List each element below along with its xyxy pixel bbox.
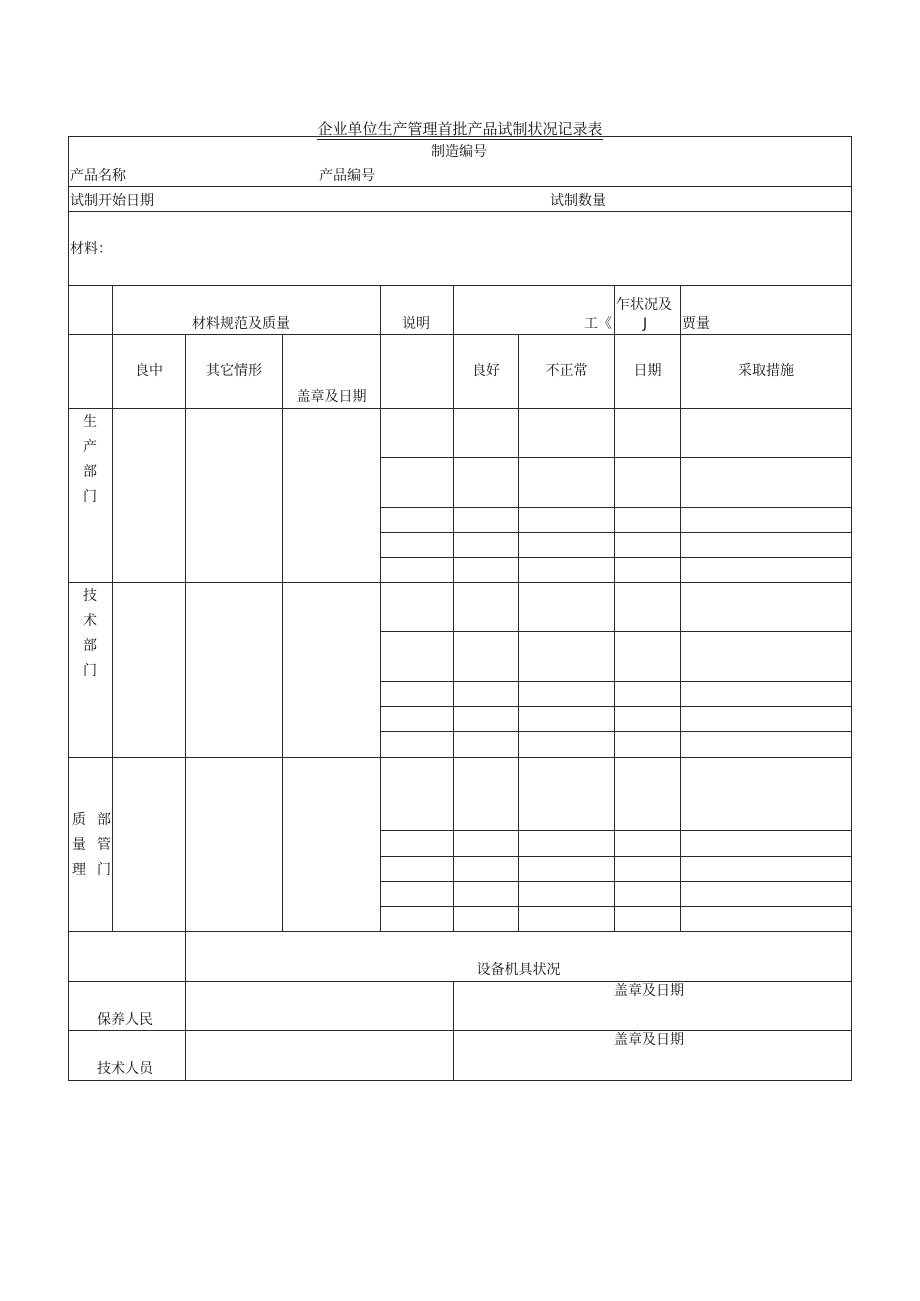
date-header: 日期 — [633, 363, 662, 379]
form-title — [0, 118, 920, 139]
seal-date-header: 盖章及日期 — [296, 389, 367, 405]
work-status-header-top: 乍状况及 — [616, 297, 672, 313]
trial-start-date-label: 试制开始日期 — [70, 193, 154, 209]
abnormal-header: 不正常 — [545, 363, 588, 379]
description-header: 说明 — [402, 316, 430, 332]
production-dept-label: 生产部门 — [83, 414, 97, 505]
technical-dept-label: 技术部门 — [83, 588, 97, 679]
quality-dept-label-col2: 部管门 — [97, 812, 111, 878]
product-name-label: 产品名称 — [70, 168, 126, 184]
other-situation-header: 其它情形 — [206, 363, 262, 379]
material-spec-header: 材料规范及质量 — [192, 316, 290, 332]
material-label: 材料： — [70, 241, 112, 257]
quality-dept-label-col1: 质量理 — [72, 812, 86, 878]
work-status-header-mid: J — [643, 316, 648, 332]
good-header: 良好 — [472, 363, 500, 379]
form-title-text: 企业单位生产管理首批产品试制状况记录表 — [317, 120, 603, 138]
equipment-status-label: 设备机具状况 — [476, 962, 561, 978]
measures-header: 采取措施 — [738, 363, 794, 379]
manufacture-no-label: 制造编号 — [431, 144, 487, 160]
maintainer-seal-date-label: 盖章及日期 — [614, 983, 684, 999]
work-status-prefix: 工《 — [584, 316, 612, 332]
technician-seal-date-label: 盖章及日期 — [614, 1032, 684, 1048]
maintainer-label: 保养人民 — [97, 1012, 153, 1028]
trial-quantity-label: 试制数量 — [550, 193, 606, 209]
technician-label: 技术人员 — [97, 1061, 153, 1077]
good-mid-header: 良中 — [135, 363, 163, 379]
work-status-header-end: 贾量 — [682, 316, 710, 332]
product-no-label: 产品编号 — [319, 168, 375, 184]
